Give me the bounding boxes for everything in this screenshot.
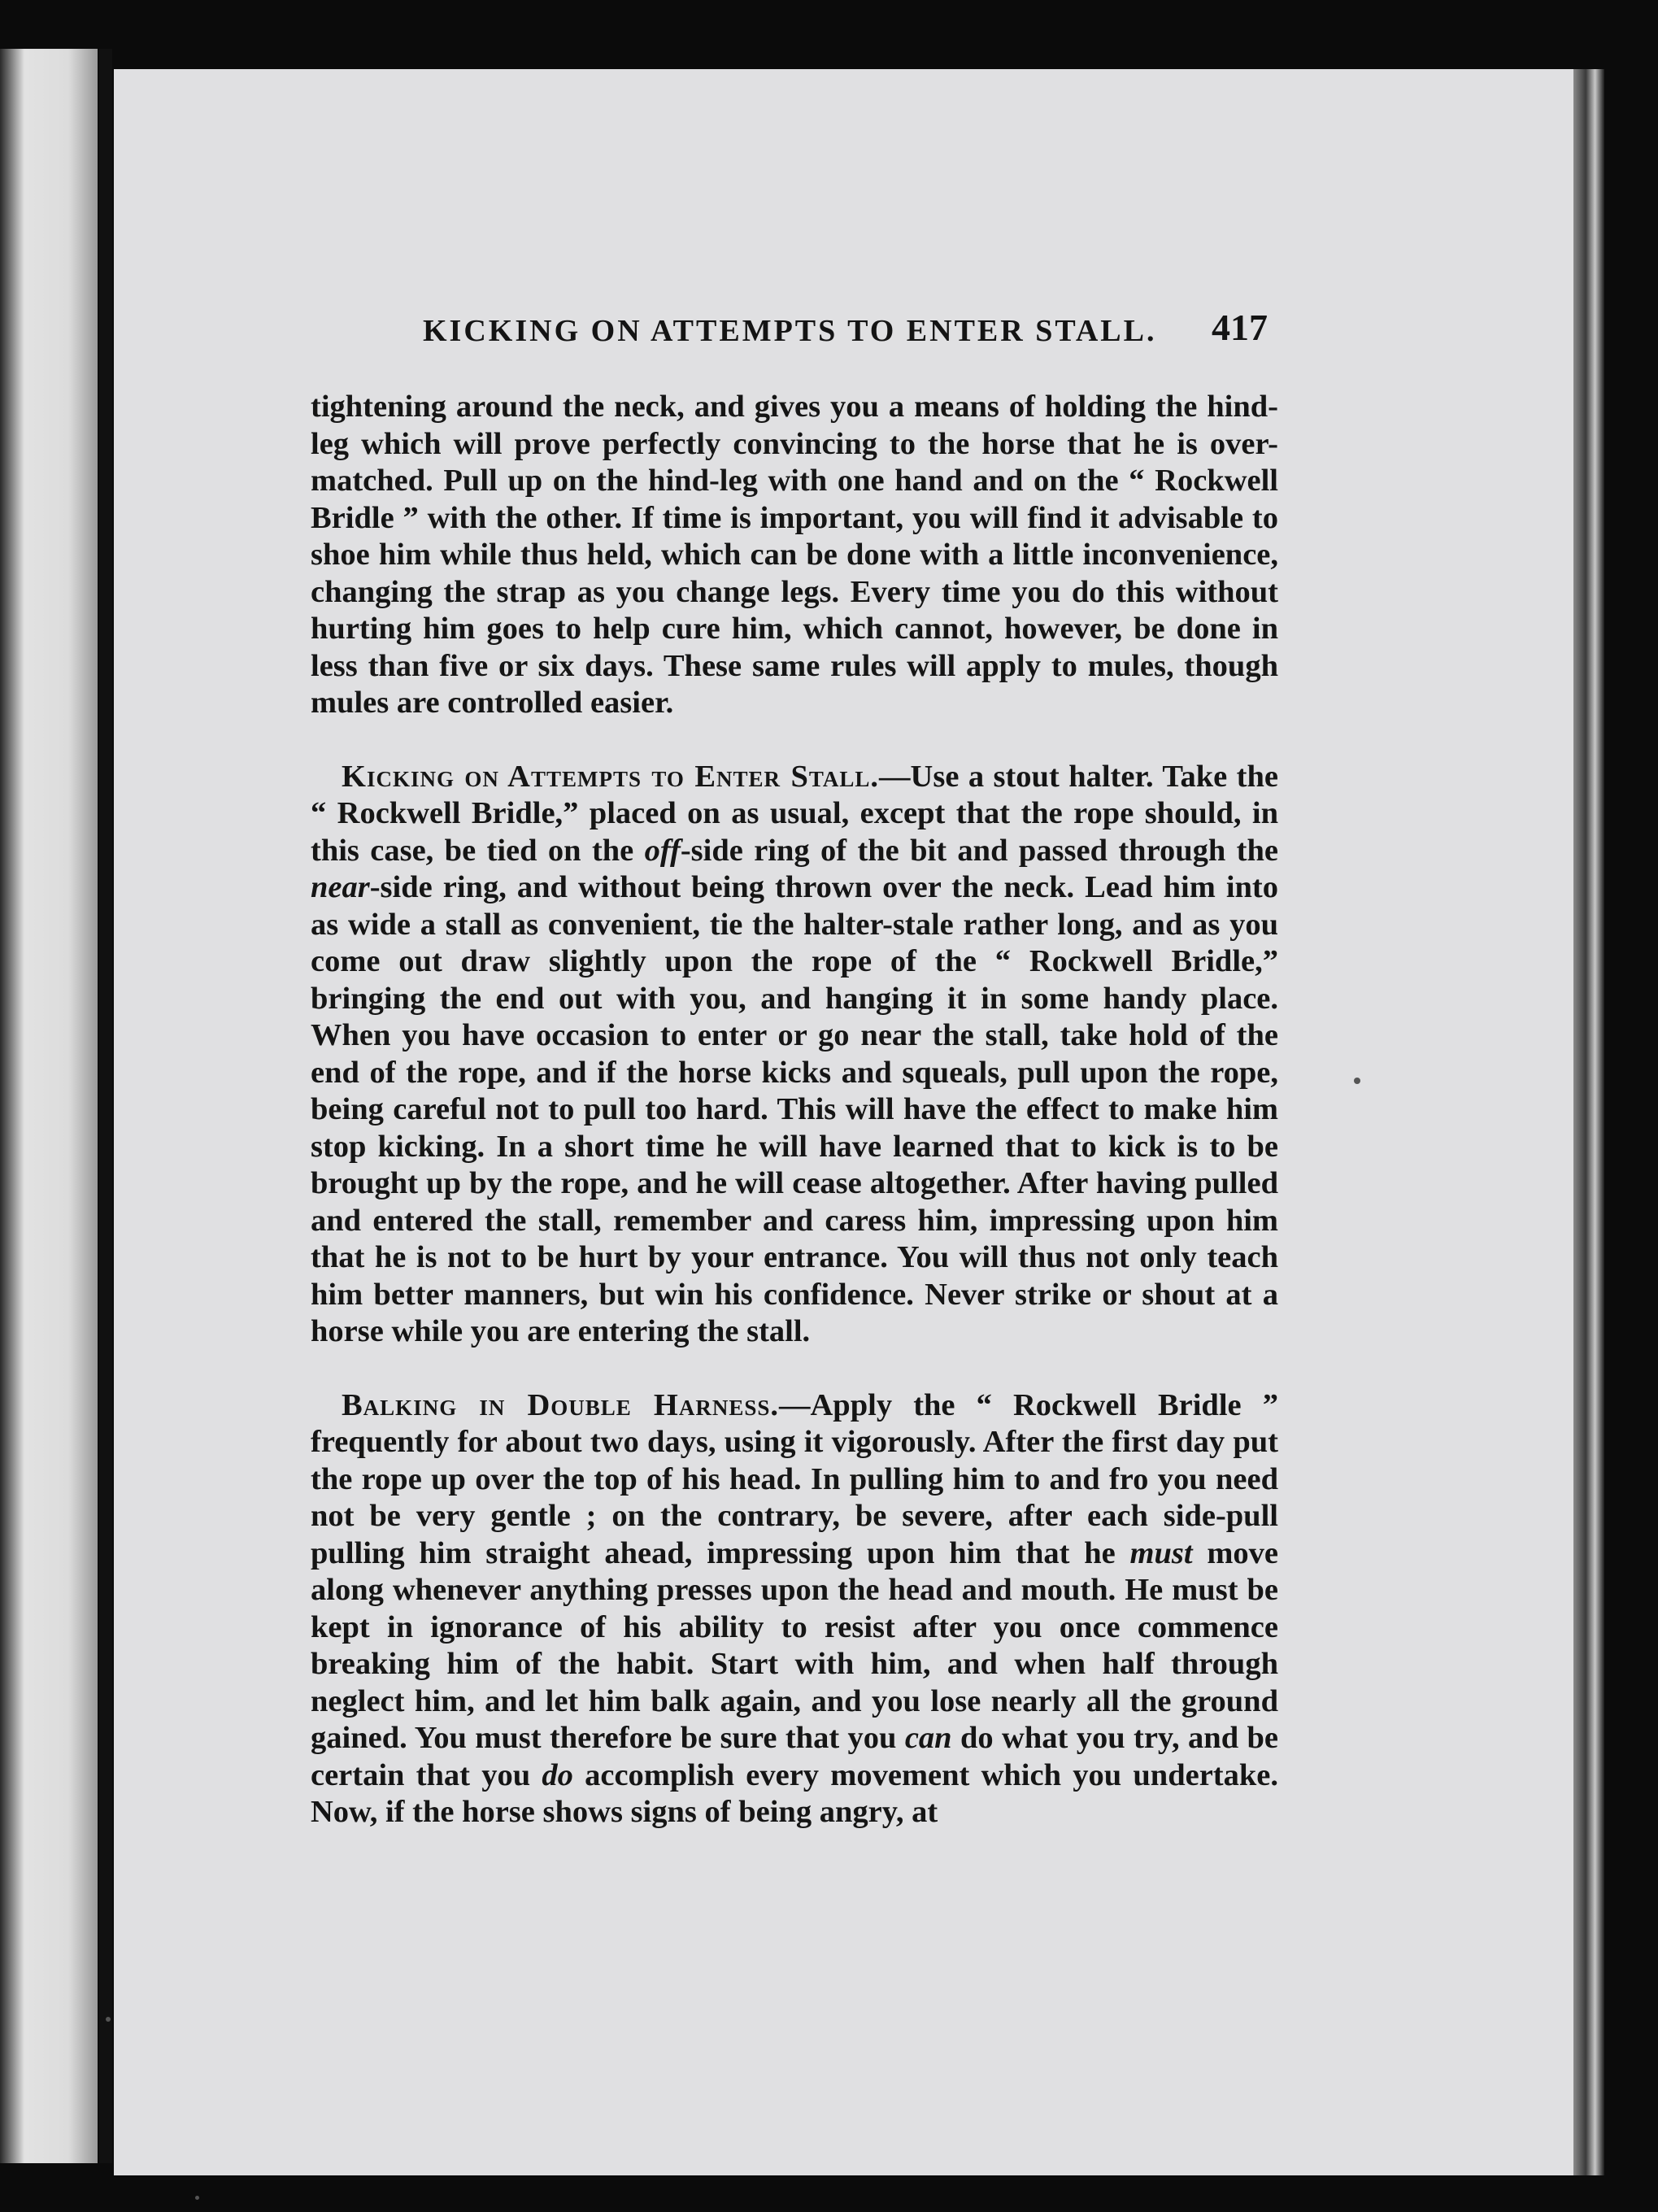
paragraph-heading: Kicking on Attempts to Enter Stall. [342,759,880,794]
text-run: tightening around the neck, and gives you a means of holding the hind-leg which will prove perfectly convincing to the horse that he is over-matched. Pull up on the hind-leg with one hand and on the “ Rockwell Bridle ” with the other. If time is important, you will find it advisable to shoe him while thus held, which can be done with a little inconvenience, changing the strap as you change legs. Every time you do this without hurting him goes to help cure him, which cannot, however, be done in less than five or six days. These same rules will apply to mules, though mules are controlled easier. [311,390,1278,720]
body-text [311,389,1278,1831]
italic-text: must [1129,1535,1193,1570]
italic-text: off [644,833,681,868]
running-head: KICKING ON ATTEMPTS TO ENTER STALL. [423,314,1157,348]
text-run: accomplish every movement which you undertake. Now, if the horse shows signs of being angry, at [311,1757,1278,1829]
text-run: —Use a stout halter. Take the “ Rockwell Bridle,” placed on as usual, except that the rope should, in this case, be tied on the [311,759,1278,868]
italic-text: can [904,1721,952,1755]
page-fore-edge [1573,69,1604,2175]
page-number: 417 [1212,307,1268,348]
text-run: -side ring, and without being thrown over the neck. Lead him into as wide a stall as convenient, tie the halter-stale rather long, and as you come out draw slightly upon the rope of the “ Rockwell Bridle,” bringing the end out with you, and hanging it in some handy place. When you have occasion to enter or go near the stall, take hold of the end of the rope, and if the horse kicks and squeals, pull upon the rope, being careful not to pull too hard. This will have the effect to make him stop kicking. In a short time he will have learned that to kick is to be brought up by the rope, and he will cease altogether. After having pulled and entered the stall, remember and caress him, impressing upon him that he is not to be hurt by your entrance. You will thus not only teach him better manners, but win his confidence. Never strike or shout at a horse while you are entering the stall. [311,870,1278,1348]
text-run: —Apply the “ Rockwell Bridle ” frequently for about two days, using it vigorously. After the first day put the rope up over the top of his head. In pulling him to and fro you need not be very gentle ; on the contrary, be severe, after each side-pull pulling him straight ahead, impressing upon him that he [311,1387,1278,1570]
book-gutter [99,49,112,2163]
italic-text: near [311,870,370,904]
italic-text: do [542,1757,573,1792]
text-run: do what you try, and be certain that you [311,1721,1279,1792]
text-run: -side ring of the bit and passed through the [680,833,1278,868]
scan-speck [1354,1078,1360,1084]
paragraph [311,1387,1278,1831]
facing-page-edge [0,49,98,2163]
paragraph [311,759,1278,1351]
text-run: move along whenever anything presses upon the head and mouth. He must be kept in ignorance of his ability to resist after you once commence breaking him of the habit. Start with him, and when half through neglect him, and let him balk again, and you lose nearly all the ground gained. You must therefore be sure that you [311,1535,1278,1755]
scan-speck [195,2196,199,2200]
paragraph [311,389,1278,722]
scan-speck [106,2017,111,2022]
paragraph-heading: Balking in Double Harness. [342,1387,779,1422]
